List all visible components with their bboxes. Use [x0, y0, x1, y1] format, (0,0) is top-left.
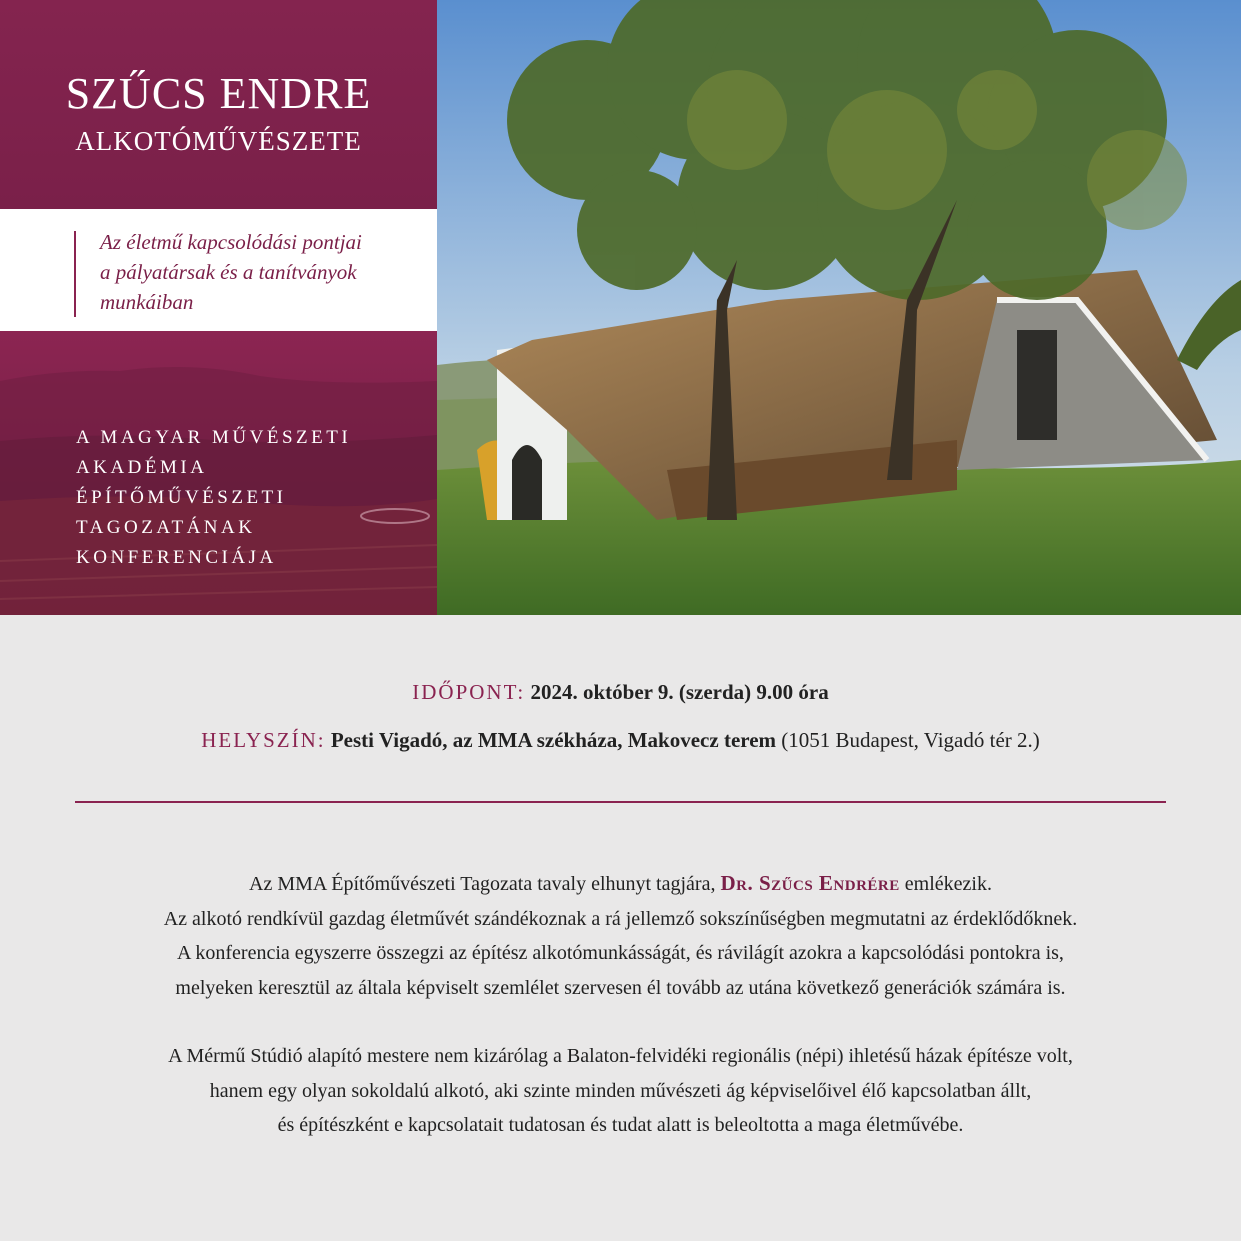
time-label: IDŐPONT:: [412, 680, 526, 704]
subtitle-accent-bar: [74, 231, 76, 317]
hero-photo: [437, 0, 1241, 615]
subtitle-line: Az életmű kapcsolódási pontjai: [100, 230, 362, 254]
place-label: HELYSZÍN:: [201, 728, 326, 752]
title-block: [0, 0, 437, 209]
page-title-secondary: ALKOTÓMŰVÉSZETE: [75, 126, 362, 156]
section-divider: [75, 801, 1166, 803]
organizer-line: TAGOZATÁNAK: [76, 517, 256, 538]
paragraph-line: A Mérmű Stúdió alapító mestere nem kizárólag a Balaton-felvidéki regionális (népi) ihletésű házak építésze volt,: [168, 1045, 1073, 1067]
thatched-house-photo: [437, 0, 1241, 615]
paragraph-spacer: [40, 1005, 1201, 1039]
paragraph-line: hanem egy olyan sokoldalú alkotó, aki szinte minden művészeti ág képviselőivel élő kapcsolatban állt,: [209, 1079, 1032, 1102]
body-text: [40, 866, 1201, 1143]
intro-text: Az MMA Építőművészeti Tagozata tavaly elhunyt tagjára,: [249, 873, 716, 895]
header-left-column: [0, 0, 437, 615]
event-place: [0, 723, 1241, 757]
paragraph-line: és építészként e kapcsolatait tudatosan és tudat alatt is beleoltotta a maga életművébe.: [277, 1114, 964, 1136]
subtitle-line: munkáiban: [100, 290, 194, 314]
organizer-line: A MAGYAR MŰVÉSZETI: [76, 427, 352, 448]
organizer-text: [76, 423, 416, 573]
time-value: 2024. október 9. (szerda) 9.00 óra: [530, 680, 829, 704]
organizer-line: KONFERENCIÁJA: [76, 547, 277, 568]
intro-text-end: emlékezik.: [904, 873, 992, 895]
header-section: [0, 0, 1241, 615]
organizer-line: AKADÉMIA: [76, 457, 208, 478]
subtitle-line: a pályatársak és a tanítványok: [100, 260, 357, 284]
place-value: Pesti Vigadó, az MMA székháza, Makovecz terem: [330, 728, 777, 752]
honoree-name: Dr. Szűcs Endrére: [720, 871, 900, 895]
organizer-block: [0, 331, 437, 615]
place-address: (1051 Budapest, Vigadó tér 2.): [781, 728, 1040, 752]
page-title: SZŰCS ENDRE: [65, 69, 372, 118]
paragraph-line: A konferencia egyszerre összegzi az építész alkotómunkásságát, és rávilágít azokra a kapcsolódási pontokra is,: [177, 942, 1064, 964]
event-time: [0, 675, 1241, 709]
event-info: [0, 675, 1241, 757]
organizer-line: ÉPÍTŐMŰVÉSZETI: [76, 487, 287, 508]
subtitle: [100, 227, 420, 317]
paragraph-line: [40, 866, 1201, 902]
subtitle-block: [0, 209, 437, 331]
paragraph-line: Az alkotó rendkívül gazdag életművét szándékoznak a rá jellemző sokszínűségben megmutatni az érdeklődőknek.: [163, 907, 1078, 930]
paragraph-line: melyeken keresztül az általa képviselt szemlélet szervesen él tovább az utána következő generációk számára is.: [175, 976, 1066, 999]
